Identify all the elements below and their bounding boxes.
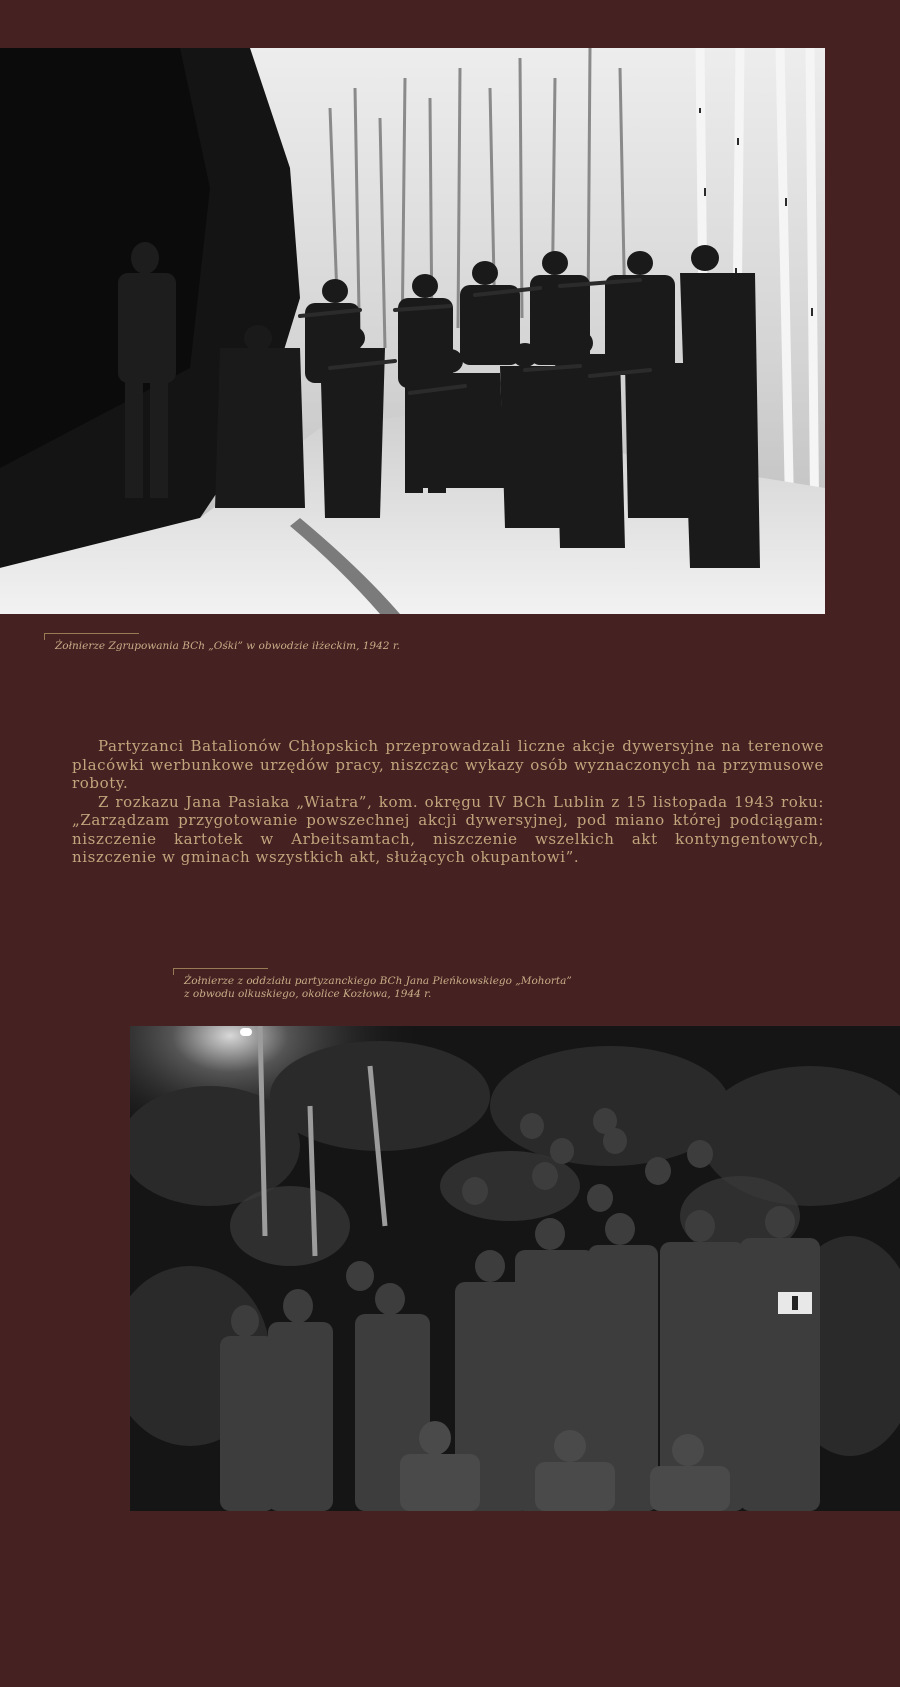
photo-caption-bottom: [184, 975, 572, 1001]
body-paragraph-2: Z rozkazu Jana Pasiaka „Wiatra”, kom. okręgu IV BCh Lublin z 15 listopada 1943 roku: „Zarządzam przygotowanie powszechnej akcji dywersyjnej, pod miano której podciągam: niszczenie kartotek w Arbeitsamtach, niszczenie wszelkich akt kontyngentowych, niszczenie w gminach wszystkich akt, służących okupantowi”.: [72, 792, 824, 866]
body-text: [72, 737, 824, 867]
photo-partisans-winter-forest: [0, 48, 825, 614]
photo-caption-top: Żołnierze Zgrupowania BCh „Ośki” w obwodzie iłżeckim, 1942 r.: [55, 640, 401, 652]
caption-rule-bottom: [173, 968, 268, 975]
photo-caption-bottom-line2: z obwodu olkuskiego, okolice Kozłowa, 1944 r.: [184, 988, 432, 1000]
caption-rule-top: [44, 633, 139, 640]
body-paragraph-1: Partyzanci Batalionów Chłopskich przeprowadzali liczne akcje dywersyjne na terenowe placówki werbunkowe urzędów pracy, niszcząc wykazy osób wyznaczonych na przymusowe roboty.: [72, 737, 824, 792]
photo-partisans-group-forest: [130, 1026, 900, 1511]
photo-caption-bottom-line1: Żołnierze z oddziału partyzanckiego BCh Jana Pieńkowskiego „Mohorta”: [184, 975, 572, 987]
